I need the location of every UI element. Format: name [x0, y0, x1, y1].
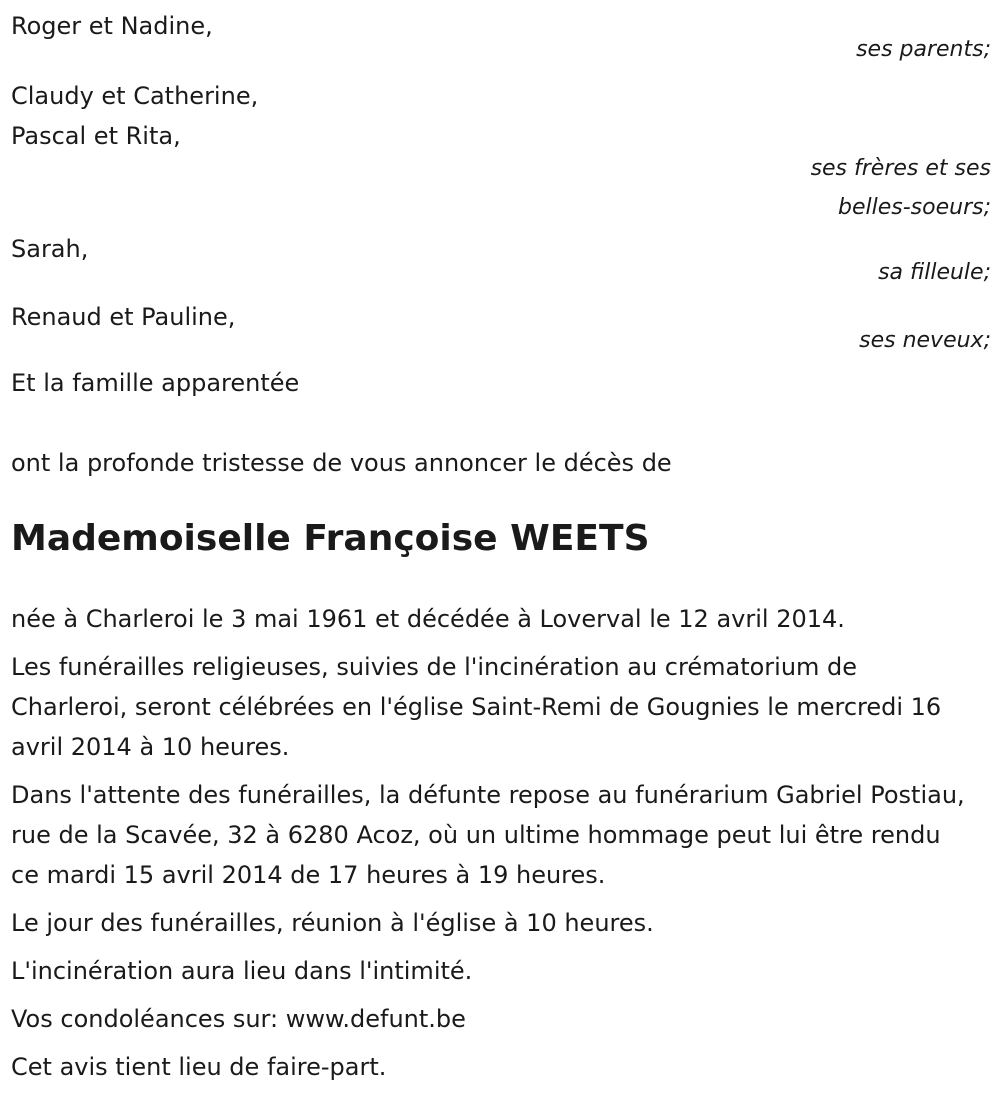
family-group: [11, 8, 991, 68]
faire-part-paragraph: Cet avis tient lieu de faire-part.: [11, 1053, 387, 1081]
family-names: Sarah,: [11, 235, 89, 263]
family-role: sa filleule;: [878, 260, 991, 285]
meeting-paragraph: Le jour des funérailles, réunion à l'église à 10 heures.: [11, 909, 654, 937]
obituary-notice: [11, 0, 991, 1087]
family-group: [11, 76, 991, 227]
family-group: [11, 299, 991, 359]
funeral-paragraph: Les funérailles religieuses, suivies de l'incinération au crématorium de Charleroi, seront célébrées en l'église Saint-Remi de Gougnies le mercredi 16 avril 2014 à 10 heures.: [11, 653, 942, 761]
family-names: Roger et Nadine,: [11, 12, 213, 40]
birth-death-paragraph: née à Charleroi le 3 mai 1961 et décédée à Loverval le 12 avril 2014.: [11, 605, 845, 633]
deceased-name: Mademoiselle Françoise WEETS: [11, 518, 650, 559]
family-role: belles-soeurs;: [838, 195, 991, 220]
family-group: [11, 231, 991, 291]
announcement: ont la profonde tristesse de vous annoncer le décès de: [11, 449, 672, 477]
condolences-paragraph: Vos condoléances sur: www.defunt.be: [11, 1005, 466, 1033]
details: [11, 599, 991, 1087]
family-role: ses neveux;: [859, 328, 991, 353]
family-role: ses parents;: [856, 37, 991, 62]
family-names: Claudy et Catherine,: [11, 82, 259, 110]
family-role: ses frères et ses: [810, 156, 991, 181]
visitation-paragraph: Dans l'attente des funérailles, la défunte repose au funérarium Gabriel Postiau, rue de la Scavée, 32 à 6280 Acoz, où un ultime hommage peut lui être rendu ce mardi 15 avril 2014 de 17 heures à 19 heures.: [11, 781, 965, 889]
family-names: Renaud et Pauline,: [11, 303, 236, 331]
cremation-paragraph: L'incinération aura lieu dans l'intimité.: [11, 957, 473, 985]
family-names: Pascal et Rita,: [11, 122, 181, 150]
extended-family: Et la famille apparentée: [11, 369, 300, 397]
